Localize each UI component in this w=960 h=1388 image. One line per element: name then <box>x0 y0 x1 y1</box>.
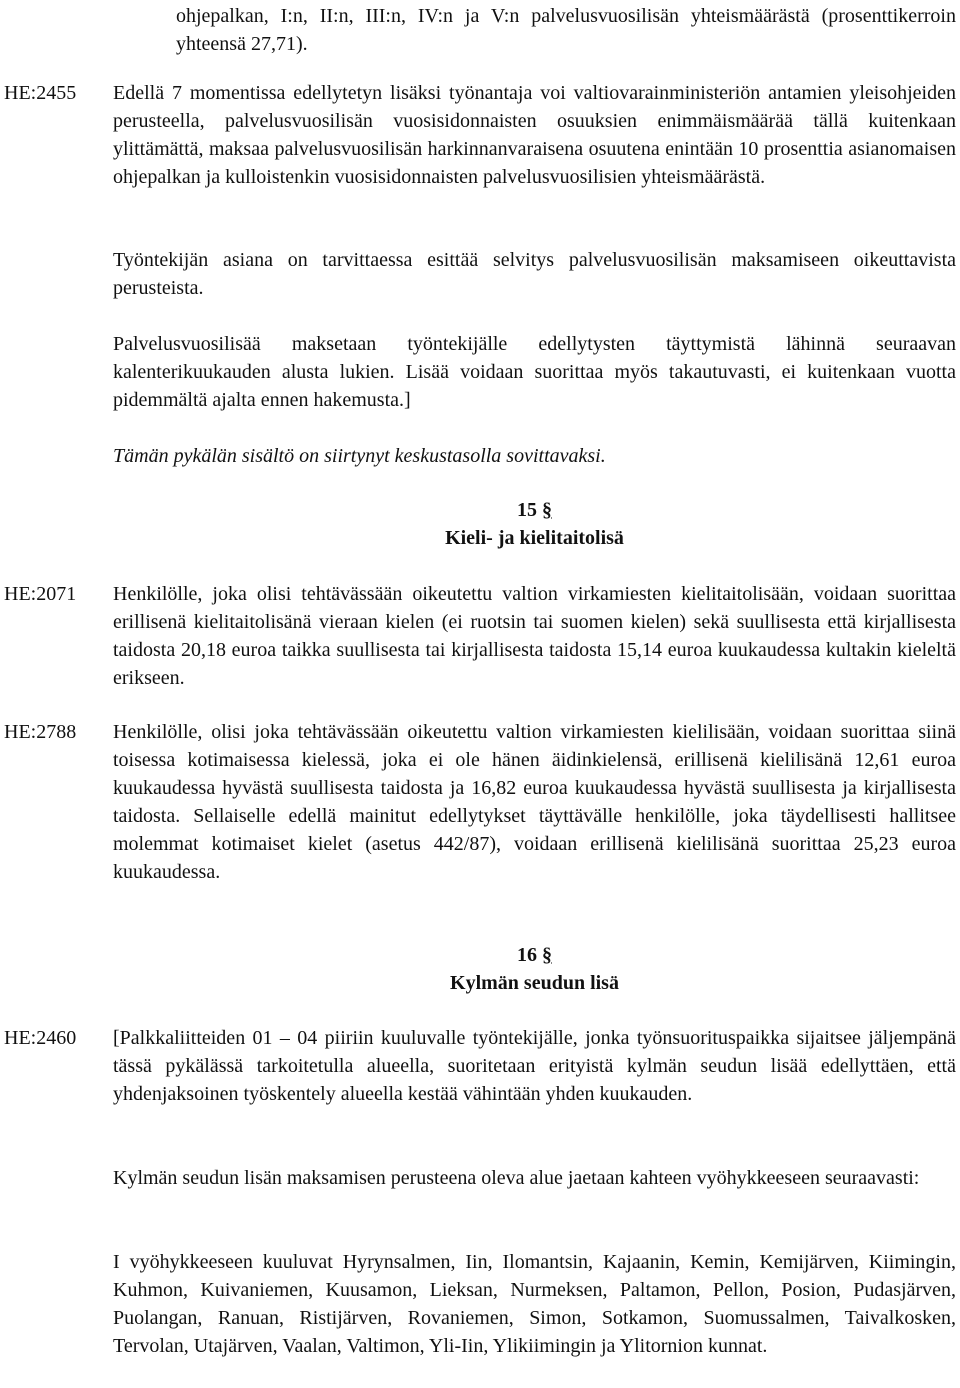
section-16-number: 16 § <box>517 944 552 966</box>
paragraph-6: Henkilölle, olisi joka tehtävässään oikeutettu valtion virkamiesten kielilisään, voidaan suorittaa siinä toisessa kotimaisessa kielessä, joka ei ole hänen äidinkielensä, erillisenä kielilisänä 12,61 euroa kuukaudessa hyvästä suullisesta taidosta ja 16,82 euroa kuukaudessa hyvästä suullisesta ja kirjallisesta taidosta. Sellaiselle edellä mainitut edellytykset täyttävälle henkilölle, joka täydellisesti hallitsee molemmat kotimaiset kielet (asetus 442/87), voidaan erillisenä kielilisänä suorittaa 25,23 euroa kuukaudessa. <box>113 721 956 883</box>
paragraph-0: ohjepalkan, I:n, II:n, III:n, IV:n ja V:n palvelusvuosilisän yhteismäärästä (prosenttikerroin yhteensä 27,71). <box>176 5 956 55</box>
he-reference: HE:2460 <box>4 1027 77 1049</box>
paragraph-3: Palvelusvuosilisää maksetaan työntekijälle edellytysten täyttymistä lähinnä seuraavan kalenterikuukauden alusta lukien. Lisää voidaan suorittaa myös takautuvasti, ei kuitenkaan vuotta pidemmältä ajalta ennen hakemusta.] <box>113 333 956 411</box>
section-15-title: Kieli- ja kielitaitolisä <box>445 527 624 549</box>
section-sign: § <box>542 499 552 521</box>
section-15-number: 15 § <box>517 499 552 521</box>
paragraph-8: Kylmän seudun lisän maksamisen perusteena oleva alue jaetaan kahteen vyöhykkeeseen seuraavasti: <box>113 1167 920 1189</box>
section-15-heading <box>113 496 956 552</box>
paragraph-4-note: Tämän pykälän sisältö on siirtynyt keskustasolla sovittavaksi. <box>113 445 606 467</box>
paragraph-5: Henkilölle, joka olisi tehtävässään oikeutettu valtion virkamiesten kielitaitolisään, voidaan suorittaa erillisenä kielitaitolisänä vieraan kielen (ei ruotsin tai suomen kielen) sekä suullisesta että kirjallisesta taidosta 20,18 euroa taikka suullisesta tai kirjallisesta taidosta 15,14 euroa kuukaudessa kultakin kieleltä erikseen. <box>113 583 956 689</box>
paragraph-7: [Palkkaliitteiden 01 – 04 piiriin kuuluvalle työntekijälle, jonka työnsuorituspaikka sijaitsee jäljempänä tässä pykälässä tarkoitetulla alueella, suoritetaan erityistä kylmän seudun lisää edellyttäen, että yhdenjaksoinen työskentely alueella kestää vähintään yhden kuukauden. <box>113 1027 956 1105</box>
section-sign: § <box>542 944 552 966</box>
he-reference: HE:2455 <box>4 82 77 104</box>
paragraph-9: I vyöhykkeeseen kuuluvat Hyrynsalmen, Iin, Ilomantsin, Kajaanin, Kemin, Kemijärven, Kiimingin, Kuhmon, Kuivaniemen, Kuusamon, Lieksan, Nurmeksen, Paltamon, Pellon, Posion, Pudasjärven, Puolangan, Ranuan, Ristijärven, Rovaniemen, Simon, Sotkamon, Suomussalmen, Taivalkosken, Tervolan, Utajärven, Vaalan, Valtimon, Yli-Iin, Ylikiimingin ja Ylitornion kunnat. <box>113 1251 956 1357</box>
he-reference: HE:2788 <box>4 721 77 743</box>
section-16-heading <box>113 941 956 997</box>
he-reference: HE:2071 <box>4 583 77 605</box>
paragraph-2: Työntekijän asiana on tarvittaessa esittää selvitys palvelusvuosilisän maksamiseen oikeuttavista perusteista. <box>113 249 956 299</box>
paragraph-1: Edellä 7 momentissa edellytetyn lisäksi työnantaja voi valtiovarainministeriön antamien yleisohjeiden perusteella, palvelusvuosilisän vuosisidonnaisten osuuksien enimmäismäärää tällä kuitenkaan ylittämättä, maksaa palvelusvuosilisän harkinnanvaraisena osuutena enintään 10 prosenttia asianomaisen ohjepalkan ja kulloistenkin vuosisidonnaisten palvelusvuosilisien yhteismäärästä. <box>113 82 956 188</box>
section-16-title: Kylmän seudun lisä <box>450 972 619 994</box>
